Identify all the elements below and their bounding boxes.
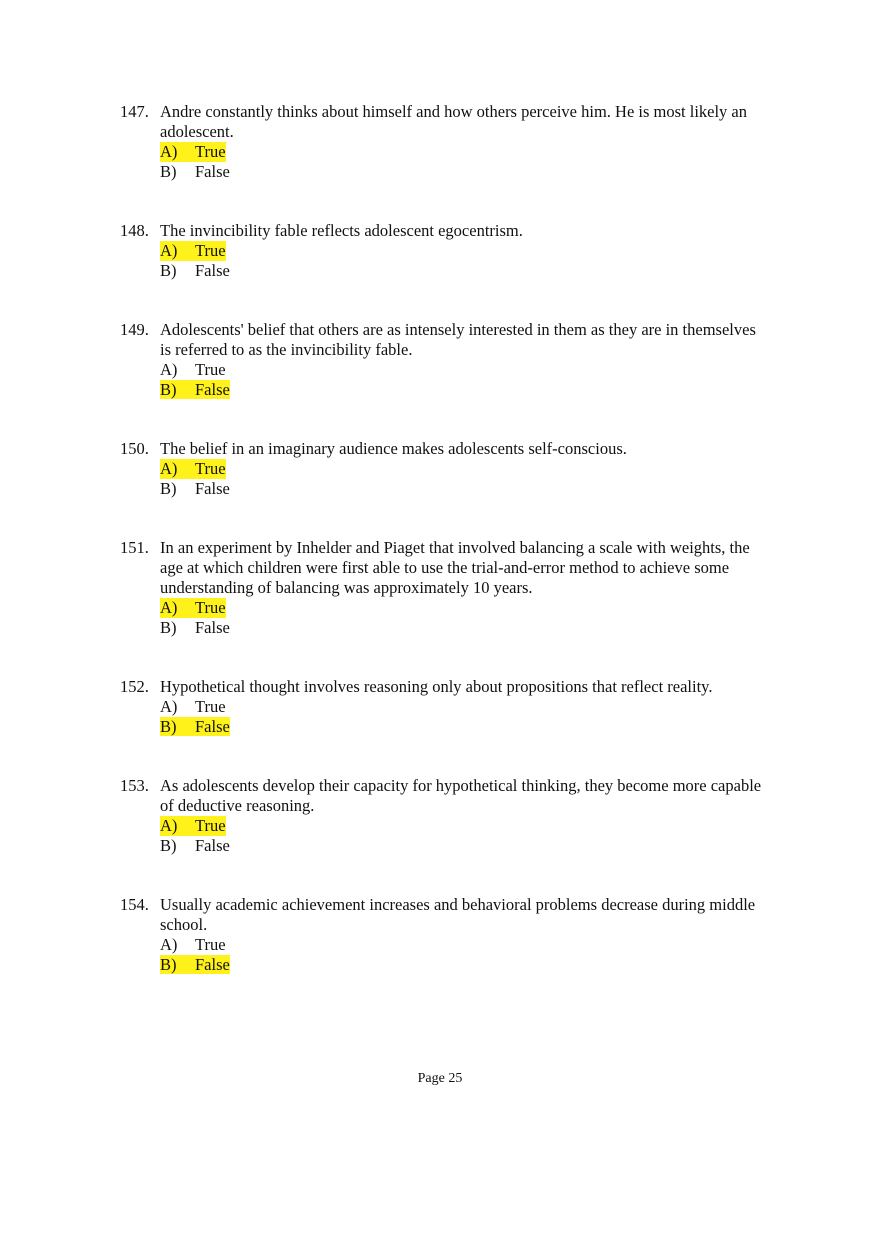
answer-option xyxy=(160,479,770,499)
answer-options xyxy=(160,935,770,974)
question-number: 153. xyxy=(120,776,149,795)
answer-option-highlight xyxy=(160,459,226,479)
question-number: 151. xyxy=(120,538,149,557)
option-letter: A) xyxy=(160,241,178,260)
option-letter: A) xyxy=(160,459,178,478)
question-number: 154. xyxy=(120,895,149,914)
option-label: True xyxy=(195,935,226,954)
answer-option xyxy=(160,816,770,836)
answer-option-highlight xyxy=(160,697,226,717)
question-text: Usually academic achievement increases and behavioral problems decrease during middle school. xyxy=(160,895,756,934)
question-item xyxy=(120,439,770,498)
option-label: False xyxy=(195,260,230,280)
question-item xyxy=(120,221,770,280)
answer-option xyxy=(160,836,770,856)
answer-option xyxy=(160,955,770,975)
answer-option xyxy=(160,241,770,261)
question-item xyxy=(120,677,770,736)
option-letter: B) xyxy=(160,617,177,637)
option-letter: A) xyxy=(160,935,178,954)
option-label: False xyxy=(195,954,230,974)
answer-option xyxy=(160,360,770,380)
option-letter: A) xyxy=(160,598,178,617)
question-text: The belief in an imaginary audience makes adolescents self-conscious. xyxy=(160,439,627,458)
option-letter: A) xyxy=(160,697,178,716)
answer-option-highlight xyxy=(160,142,226,162)
page-number: Page 25 xyxy=(417,1071,463,1086)
answer-option xyxy=(160,935,770,955)
question-item xyxy=(120,538,770,637)
answer-option xyxy=(160,261,770,281)
option-letter: B) xyxy=(160,379,177,399)
answer-option-highlight xyxy=(160,955,230,975)
answer-options xyxy=(160,459,770,498)
option-letter: B) xyxy=(160,161,177,181)
question-item xyxy=(120,320,770,399)
question-text: Adolescents' belief that others are as intensely interested in them as they are in themselves is referred to as the invincibility fable. xyxy=(160,320,756,359)
answer-option xyxy=(160,162,770,182)
option-label: False xyxy=(195,617,230,637)
question-item xyxy=(120,776,770,855)
option-label: True xyxy=(195,459,226,478)
answer-option xyxy=(160,380,770,400)
question-item xyxy=(120,895,770,974)
question-number: 147. xyxy=(120,102,149,121)
answer-option xyxy=(160,697,770,717)
option-label: True xyxy=(195,816,226,835)
answer-options xyxy=(160,360,770,399)
answer-option xyxy=(160,142,770,162)
answer-options xyxy=(160,816,770,855)
answer-option-highlight xyxy=(160,162,230,182)
option-label: True xyxy=(195,142,226,161)
answer-option-highlight xyxy=(160,380,230,400)
answer-option-highlight xyxy=(160,618,230,638)
answer-options xyxy=(160,697,770,736)
question-text: The invincibility fable reflects adolescent egocentrism. xyxy=(160,221,523,240)
option-letter: B) xyxy=(160,835,177,855)
answer-option-highlight xyxy=(160,717,230,737)
answer-option xyxy=(160,717,770,737)
option-label: True xyxy=(195,697,226,716)
option-label: False xyxy=(195,716,230,736)
option-letter: A) xyxy=(160,816,178,835)
option-letter: A) xyxy=(160,360,178,379)
option-letter: B) xyxy=(160,716,177,736)
option-label: False xyxy=(195,835,230,855)
option-letter: A) xyxy=(160,142,178,161)
option-letter: B) xyxy=(160,478,177,498)
option-label: False xyxy=(195,478,230,498)
question-text: Andre constantly thinks about himself and how others perceive him. He is most likely an adolescent. xyxy=(160,102,748,141)
question-number: 152. xyxy=(120,677,149,696)
option-label: True xyxy=(195,241,226,260)
answer-option-highlight xyxy=(160,816,226,836)
answer-option xyxy=(160,598,770,618)
option-label: False xyxy=(195,379,230,399)
question-list xyxy=(120,102,770,974)
question-number: 148. xyxy=(120,221,149,240)
answer-options xyxy=(160,142,770,181)
question-number: 149. xyxy=(120,320,149,339)
question-text: In an experiment by Inhelder and Piaget that involved balancing a scale with weights, the age at which children were first able to use the trial-and-error method to achieve some understanding of balancing was approximately 10 years. xyxy=(160,538,750,597)
question-number: 150. xyxy=(120,439,149,458)
question-item xyxy=(120,102,770,181)
option-letter: B) xyxy=(160,954,177,974)
question-text: Hypothetical thought involves reasoning only about propositions that reflect reality. xyxy=(160,677,713,696)
answer-option-highlight xyxy=(160,241,226,261)
answer-option-highlight xyxy=(160,935,226,955)
answer-option-highlight xyxy=(160,261,230,281)
answer-option-highlight xyxy=(160,360,226,380)
answer-option-highlight xyxy=(160,836,230,856)
option-label: False xyxy=(195,161,230,181)
option-label: True xyxy=(195,360,226,379)
option-letter: B) xyxy=(160,260,177,280)
answer-options xyxy=(160,598,770,637)
answer-option-highlight xyxy=(160,598,226,618)
option-label: True xyxy=(195,598,226,617)
answer-option xyxy=(160,459,770,479)
answer-options xyxy=(160,241,770,280)
answer-option-highlight xyxy=(160,479,230,499)
question-text: As adolescents develop their capacity for hypothetical thinking, they become more capable of deductive reasoning. xyxy=(160,776,762,815)
answer-option xyxy=(160,618,770,638)
